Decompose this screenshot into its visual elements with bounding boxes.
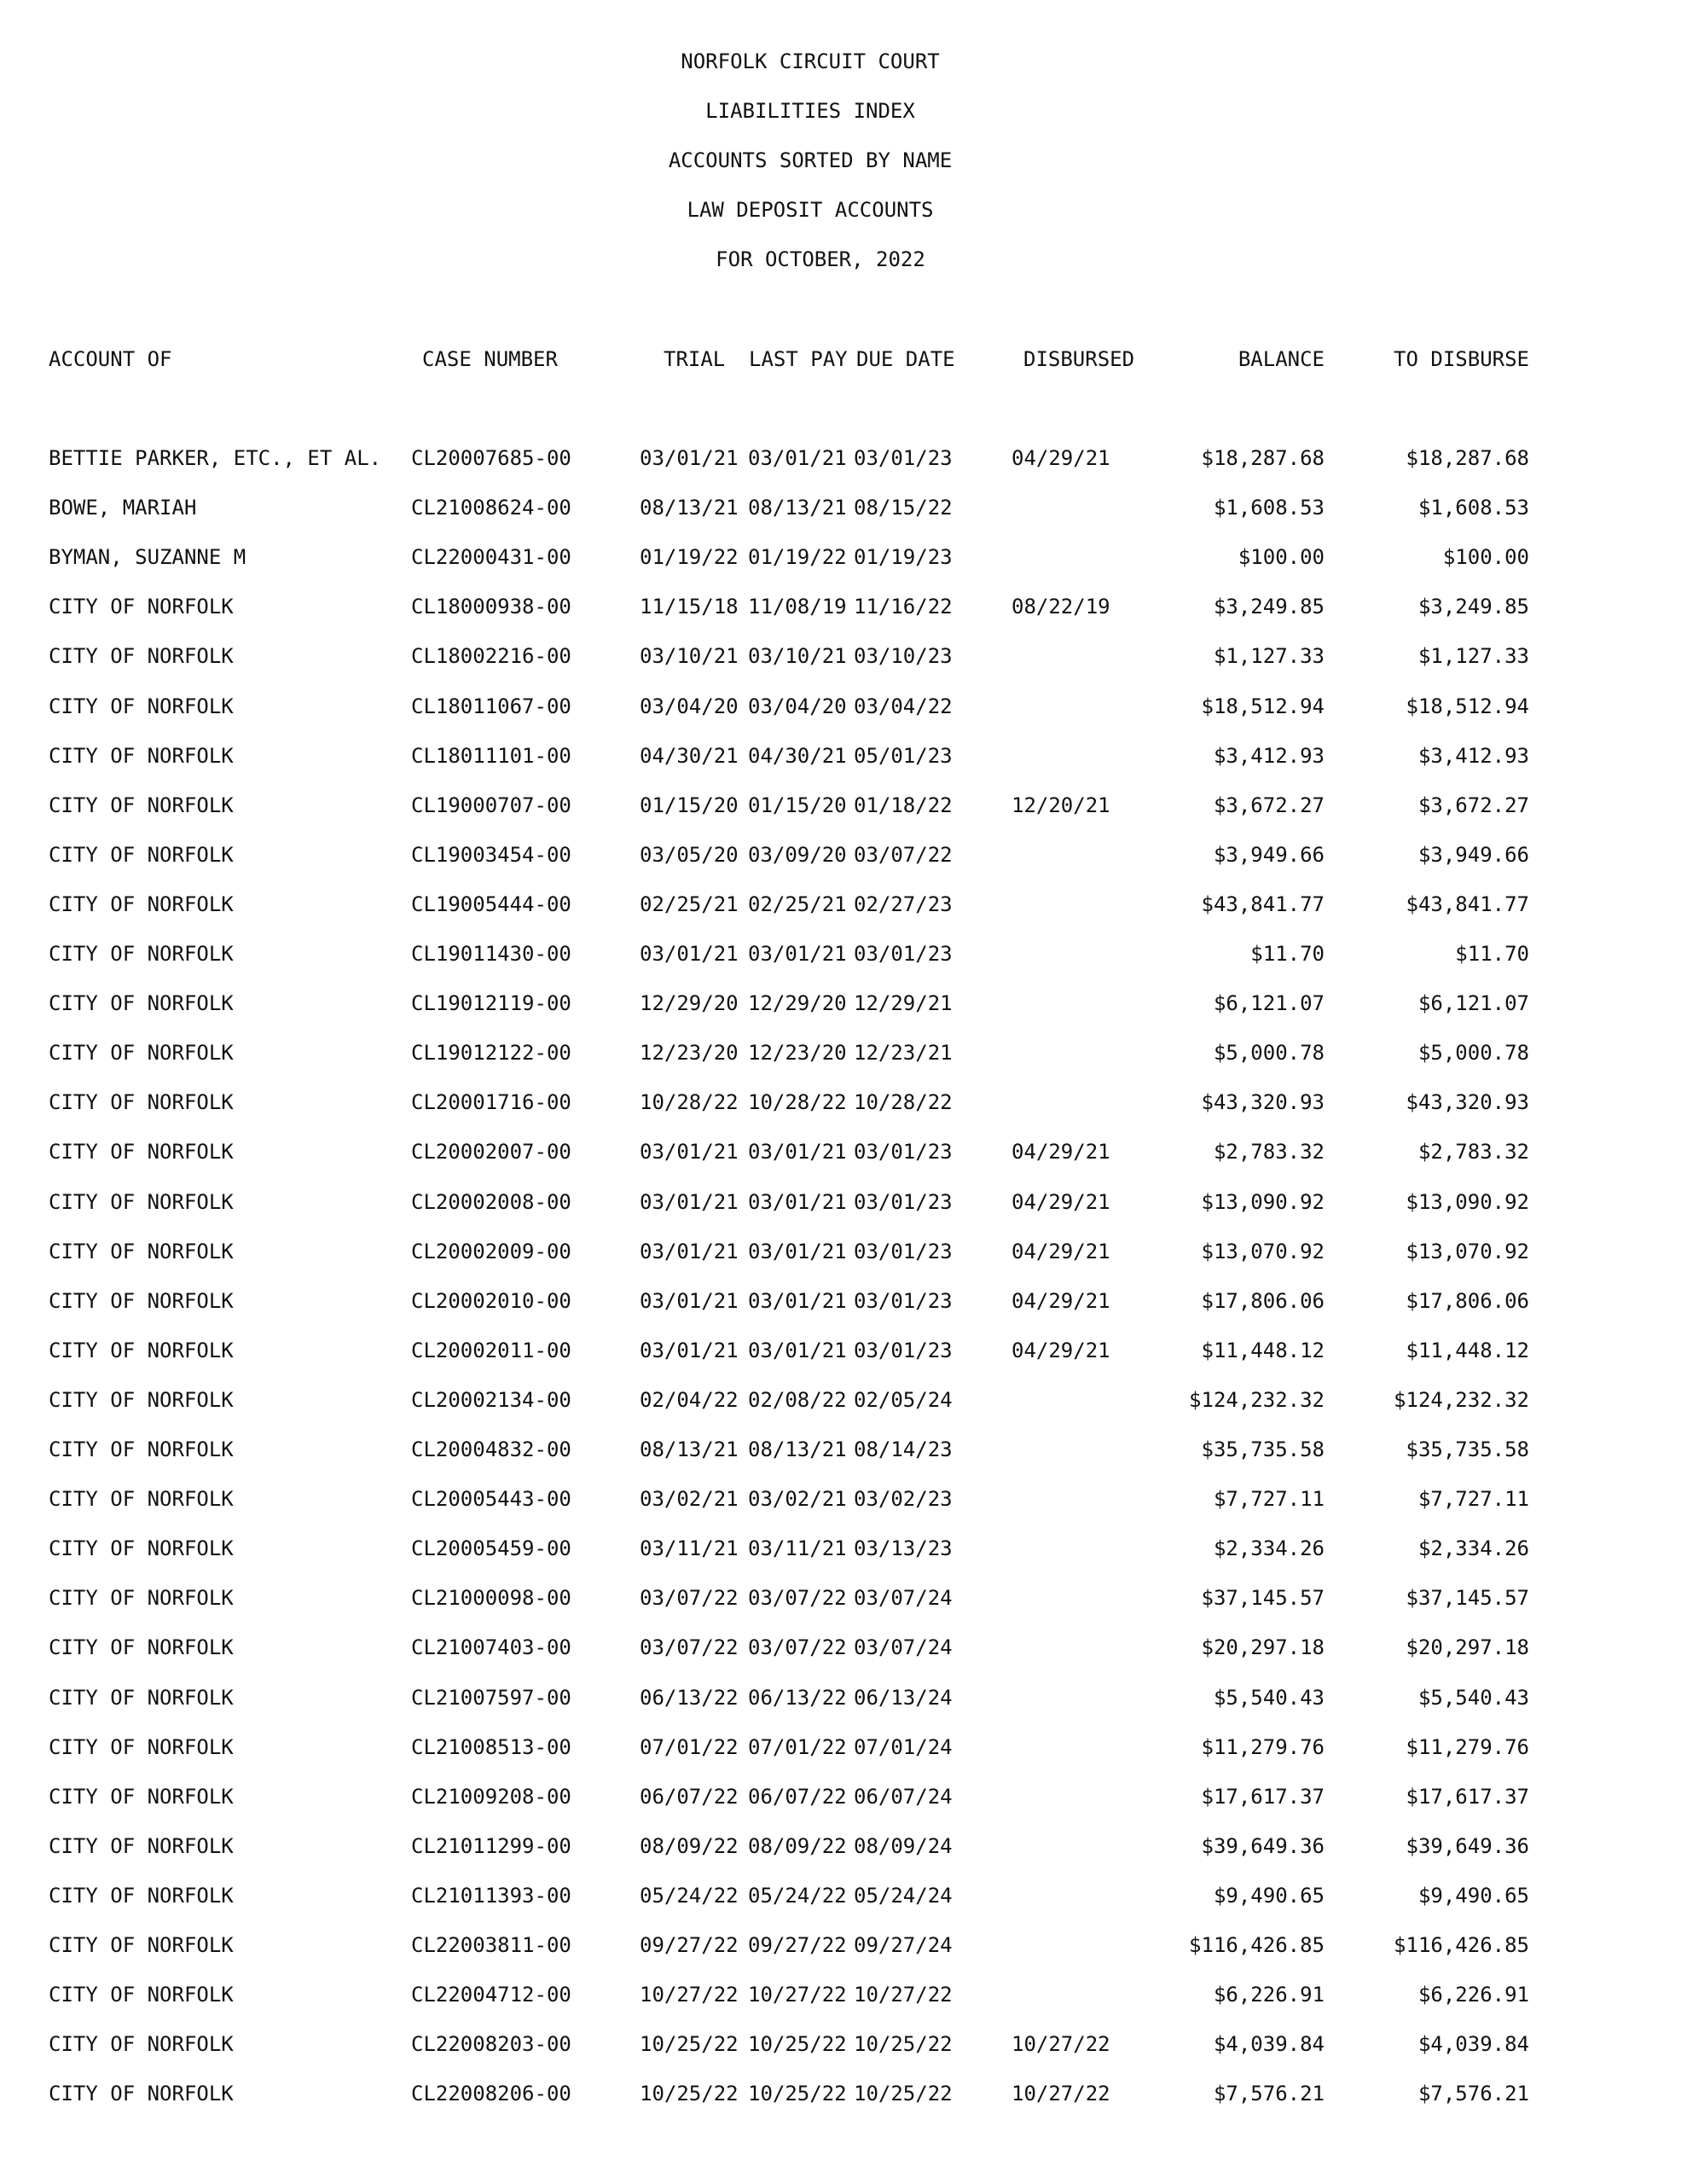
last-pay-date: 06/07/22 [748,1785,847,1809]
account-name: CITY OF NORFOLK [49,942,234,966]
balance-amount: $37,145.57 [1201,1586,1325,1610]
account-name: CITY OF NORFOLK [49,1635,234,1659]
last-pay-date: 03/01/21 [748,1240,847,1263]
due-date: 03/01/23 [854,1240,953,1263]
due-date: 03/01/23 [854,1190,953,1214]
case-number: CL21008624-00 [411,496,571,520]
to-disburse-amount: $17,806.06 [1406,1289,1529,1313]
due-date: 10/28/22 [854,1090,953,1114]
to-disburse-amount: $13,070.92 [1406,1240,1529,1263]
account-name: BOWE, MARIAH [49,496,197,520]
last-pay-date: 01/15/20 [748,793,847,817]
due-date: 06/07/24 [854,1785,953,1809]
trial-date: 03/01/21 [640,1339,739,1362]
last-pay-date: 03/09/20 [748,843,847,867]
account-name: CITY OF NORFOLK [49,1933,234,1957]
balance-amount: $13,090.92 [1201,1190,1325,1214]
account-name: CITY OF NORFOLK [49,1983,234,2007]
due-date: 03/04/22 [854,694,953,718]
balance-amount: $18,287.68 [1201,446,1325,470]
due-date: 03/01/23 [854,942,953,966]
to-disburse-amount: $1,608.53 [1417,496,1529,520]
trial-date: 03/07/22 [640,1586,739,1610]
to-disburse-amount: $43,320.93 [1406,1090,1529,1114]
to-disburse-amount: $2,334.26 [1417,1536,1529,1560]
to-disburse-amount: $39,649.36 [1406,1834,1529,1858]
trial-date: 12/23/20 [640,1041,739,1065]
case-number: CL20001716-00 [411,1090,571,1114]
due-date: 10/25/22 [854,2032,953,2056]
balance-amount: $1,608.53 [1213,496,1325,520]
to-disburse-amount: $18,512.94 [1406,694,1529,718]
account-name: CITY OF NORFOLK [49,1834,234,1858]
case-number: CL20005443-00 [411,1487,571,1511]
case-number: CL21009208-00 [411,1785,571,1809]
balance-amount: $17,617.37 [1201,1785,1325,1809]
balance-amount: $7,727.11 [1213,1487,1325,1511]
due-date: 01/18/22 [854,793,953,817]
trial-date: 03/11/21 [640,1536,739,1560]
trial-date: 03/01/21 [640,1240,739,1263]
trial-date: 03/07/22 [640,1635,739,1659]
due-date: 08/15/22 [854,496,953,520]
account-name: CITY OF NORFOLK [49,1240,234,1263]
account-name: CITY OF NORFOLK [49,694,234,718]
account-name: CITY OF NORFOLK [49,892,234,916]
account-name: BYMAN, SUZANNE M [49,545,246,569]
trial-date: 02/04/22 [640,1388,739,1412]
last-pay-date: 03/01/21 [748,1339,847,1362]
due-date: 10/25/22 [854,2082,953,2106]
account-name: CITY OF NORFOLK [49,1487,234,1511]
trial-date: 08/09/22 [640,1834,739,1858]
header-balance: BALANCE [1238,347,1325,371]
case-number: CL20002134-00 [411,1388,571,1412]
due-date: 01/19/23 [854,545,953,569]
header-disbursed: DISBURSED [1023,347,1135,371]
balance-amount: $5,540.43 [1213,1686,1325,1710]
last-pay-date: 08/09/22 [748,1834,847,1858]
balance-amount: $9,490.65 [1213,1884,1325,1908]
trial-date: 06/13/22 [640,1686,739,1710]
last-pay-date: 10/28/22 [748,1090,847,1114]
account-name: CITY OF NORFOLK [49,1339,234,1362]
balance-amount: $11,279.76 [1201,1735,1325,1759]
case-number: CL20004832-00 [411,1438,571,1461]
trial-date: 11/15/18 [640,595,739,619]
account-name: CITY OF NORFOLK [49,991,234,1015]
trial-date: 03/01/21 [640,1190,739,1214]
trial-date: 03/05/20 [640,843,739,867]
header-case-number: CASE NUMBER [422,347,558,371]
last-pay-date: 09/27/22 [748,1933,847,1957]
trial-date: 03/02/21 [640,1487,739,1511]
last-pay-date: 03/10/21 [748,644,847,668]
to-disburse-amount: $5,540.43 [1417,1686,1529,1710]
balance-amount: $3,672.27 [1213,793,1325,817]
to-disburse-amount: $124,232.32 [1394,1388,1529,1412]
account-name: CITY OF NORFOLK [49,1140,234,1164]
disbursed-date: 10/27/22 [1012,2082,1110,2106]
case-number: CL18011101-00 [411,744,571,768]
last-pay-date: 11/08/19 [748,595,847,619]
case-number: CL18002216-00 [411,644,571,668]
to-disburse-amount: $37,145.57 [1406,1586,1529,1610]
to-disburse-amount: $35,735.58 [1406,1438,1529,1461]
due-date: 07/01/24 [854,1735,953,1759]
due-date: 10/27/22 [854,1983,953,2007]
trial-date: 08/13/21 [640,1438,739,1461]
balance-amount: $17,806.06 [1201,1289,1325,1313]
balance-amount: $11,448.12 [1201,1339,1325,1362]
to-disburse-amount: $11.70 [1455,942,1529,966]
case-number: CL21008513-00 [411,1735,571,1759]
due-date: 03/01/23 [854,446,953,470]
balance-amount: $4,039.84 [1213,2032,1325,2056]
trial-date: 03/01/21 [640,446,739,470]
account-name: BETTIE PARKER, ETC., ET AL. [49,446,382,470]
to-disburse-amount: $3,249.85 [1417,595,1529,619]
last-pay-date: 12/23/20 [748,1041,847,1065]
last-pay-date: 01/19/22 [748,545,847,569]
due-date: 03/01/23 [854,1140,953,1164]
balance-amount: $100.00 [1238,545,1325,569]
disbursed-date: 04/29/21 [1012,1240,1110,1263]
last-pay-date: 03/07/22 [748,1635,847,1659]
account-name: CITY OF NORFOLK [49,1090,234,1114]
to-disburse-amount: $11,448.12 [1406,1339,1529,1362]
case-number: CL20007685-00 [411,446,571,470]
due-date: 03/02/23 [854,1487,953,1511]
to-disburse-amount: $11,279.76 [1406,1735,1529,1759]
last-pay-date: 03/01/21 [748,1190,847,1214]
report-title: LIABILITIES INDEX [705,99,915,123]
case-number: CL19003454-00 [411,843,571,867]
balance-amount: $20,297.18 [1201,1635,1325,1659]
trial-date: 03/10/21 [640,644,739,668]
due-date: 03/01/23 [854,1289,953,1313]
to-disburse-amount: $116,426.85 [1394,1933,1529,1957]
account-name: CITY OF NORFOLK [49,595,234,619]
disbursed-date: 12/20/21 [1012,793,1110,817]
account-name: CITY OF NORFOLK [49,843,234,867]
trial-date: 10/25/22 [640,2082,739,2106]
last-pay-date: 05/24/22 [748,1884,847,1908]
due-date: 03/07/24 [854,1586,953,1610]
case-number: CL21000098-00 [411,1586,571,1610]
balance-amount: $2,334.26 [1213,1536,1325,1560]
trial-date: 07/01/22 [640,1735,739,1759]
last-pay-date: 10/25/22 [748,2082,847,2106]
to-disburse-amount: $100.00 [1442,545,1529,569]
trial-date: 02/25/21 [640,892,739,916]
balance-amount: $3,949.66 [1213,843,1325,867]
account-name: CITY OF NORFOLK [49,793,234,817]
account-name: CITY OF NORFOLK [49,1785,234,1809]
to-disburse-amount: $9,490.65 [1417,1884,1529,1908]
case-number: CL20002007-00 [411,1140,571,1164]
to-disburse-amount: $3,672.27 [1417,793,1529,817]
to-disburse-amount: $5,000.78 [1417,1041,1529,1065]
case-number: CL22004712-00 [411,1983,571,2007]
trial-date: 08/13/21 [640,496,739,520]
due-date: 11/16/22 [854,595,953,619]
last-pay-date: 04/30/21 [748,744,847,768]
last-pay-date: 08/13/21 [748,496,847,520]
last-pay-date: 12/29/20 [748,991,847,1015]
last-pay-date: 06/13/22 [748,1686,847,1710]
balance-amount: $124,232.32 [1189,1388,1325,1412]
account-name: CITY OF NORFOLK [49,2032,234,2056]
last-pay-date: 10/27/22 [748,1983,847,2007]
case-number: CL19005444-00 [411,892,571,916]
case-number: CL22000431-00 [411,545,571,569]
case-number: CL22008203-00 [411,2032,571,2056]
disbursed-date: 04/29/21 [1012,1339,1110,1362]
account-name: CITY OF NORFOLK [49,1041,234,1065]
to-disburse-amount: $7,576.21 [1417,2082,1529,2106]
balance-amount: $11.70 [1250,942,1325,966]
last-pay-date: 03/01/21 [748,1289,847,1313]
to-disburse-amount: $17,617.37 [1406,1785,1529,1809]
balance-amount: $7,576.21 [1213,2082,1325,2106]
header-last-pay: LAST PAY [749,347,848,371]
balance-amount: $43,320.93 [1201,1090,1325,1114]
last-pay-date: 03/01/21 [748,446,847,470]
to-disburse-amount: $6,226.91 [1417,1983,1529,2007]
due-date: 05/01/23 [854,744,953,768]
due-date: 12/29/21 [854,991,953,1015]
disbursed-date: 10/27/22 [1012,2032,1110,2056]
due-date: 05/24/24 [854,1884,953,1908]
due-date: 03/10/23 [854,644,953,668]
due-date: 09/27/24 [854,1933,953,1957]
case-number: CL22008206-00 [411,2082,571,2106]
account-name: CITY OF NORFOLK [49,1686,234,1710]
balance-amount: $13,070.92 [1201,1240,1325,1263]
court-name: NORFOLK CIRCUIT COURT [681,49,940,73]
last-pay-date: 03/02/21 [748,1487,847,1511]
case-number: CL20005459-00 [411,1536,571,1560]
case-number: CL19000707-00 [411,793,571,817]
to-disburse-amount: $6,121.07 [1417,991,1529,1015]
balance-amount: $3,249.85 [1213,595,1325,619]
case-number: CL18000938-00 [411,595,571,619]
last-pay-date: 10/25/22 [748,2032,847,2056]
due-date: 02/05/24 [854,1388,953,1412]
to-disburse-amount: $3,412.93 [1417,744,1529,768]
to-disburse-amount: $13,090.92 [1406,1190,1529,1214]
account-name: CITY OF NORFOLK [49,644,234,668]
case-number: CL22003811-00 [411,1933,571,1957]
account-name: CITY OF NORFOLK [49,1586,234,1610]
last-pay-date: 08/13/21 [748,1438,847,1461]
balance-amount: $35,735.58 [1201,1438,1325,1461]
case-number: CL21011393-00 [411,1884,571,1908]
trial-date: 04/30/21 [640,744,739,768]
trial-date: 12/29/20 [640,991,739,1015]
account-name: CITY OF NORFOLK [49,1735,234,1759]
to-disburse-amount: $43,841.77 [1406,892,1529,916]
to-disburse-amount: $18,287.68 [1406,446,1529,470]
due-date: 03/13/23 [854,1536,953,1560]
to-disburse-amount: $20,297.18 [1406,1635,1529,1659]
case-number: CL20002008-00 [411,1190,571,1214]
report-period: FOR OCTOBER, 2022 [716,247,925,271]
balance-amount: $6,226.91 [1213,1983,1325,2007]
disbursed-date: 04/29/21 [1012,446,1110,470]
last-pay-date: 03/07/22 [748,1586,847,1610]
last-pay-date: 03/01/21 [748,1140,847,1164]
account-type: LAW DEPOSIT ACCOUNTS [687,198,934,222]
header-trial: TRIAL [664,347,726,371]
last-pay-date: 02/25/21 [748,892,847,916]
account-name: CITY OF NORFOLK [49,1388,234,1412]
header-account-of: ACCOUNT OF [49,347,172,371]
balance-amount: $5,000.78 [1213,1041,1325,1065]
trial-date: 10/27/22 [640,1983,739,2007]
case-number: CL18011067-00 [411,694,571,718]
to-disburse-amount: $1,127.33 [1417,644,1529,668]
case-number: CL19012122-00 [411,1041,571,1065]
case-number: CL20002011-00 [411,1339,571,1362]
account-name: CITY OF NORFOLK [49,2082,234,2106]
case-number: CL19011430-00 [411,942,571,966]
due-date: 03/07/22 [854,843,953,867]
balance-amount: $39,649.36 [1201,1834,1325,1858]
due-date: 08/09/24 [854,1834,953,1858]
case-number: CL19012119-00 [411,991,571,1015]
account-name: CITY OF NORFOLK [49,1190,234,1214]
due-date: 02/27/23 [854,892,953,916]
trial-date: 03/01/21 [640,942,739,966]
last-pay-date: 03/04/20 [748,694,847,718]
account-name: CITY OF NORFOLK [49,1536,234,1560]
trial-date: 10/28/22 [640,1090,739,1114]
due-date: 12/23/21 [854,1041,953,1065]
trial-date: 06/07/22 [640,1785,739,1809]
case-number: CL21007597-00 [411,1686,571,1710]
balance-amount: $3,412.93 [1213,744,1325,768]
case-number: CL21011299-00 [411,1834,571,1858]
balance-amount: $18,512.94 [1201,694,1325,718]
balance-amount: $2,783.32 [1213,1140,1325,1164]
trial-date: 03/04/20 [640,694,739,718]
trial-date: 01/15/20 [640,793,739,817]
balance-amount: $116,426.85 [1189,1933,1325,1957]
to-disburse-amount: $3,949.66 [1417,843,1529,867]
account-name: CITY OF NORFOLK [49,1289,234,1313]
trial-date: 09/27/22 [640,1933,739,1957]
balance-amount: $43,841.77 [1201,892,1325,916]
due-date: 06/13/24 [854,1686,953,1710]
trial-date: 03/01/21 [640,1140,739,1164]
last-pay-date: 03/01/21 [748,942,847,966]
to-disburse-amount: $7,727.11 [1417,1487,1529,1511]
last-pay-date: 02/08/22 [748,1388,847,1412]
case-number: CL20002010-00 [411,1289,571,1313]
due-date: 03/07/24 [854,1635,953,1659]
case-number: CL20002009-00 [411,1240,571,1263]
to-disburse-amount: $4,039.84 [1417,2032,1529,2056]
to-disburse-amount: $2,783.32 [1417,1140,1529,1164]
balance-amount: $6,121.07 [1213,991,1325,1015]
disbursed-date: 08/22/19 [1012,595,1110,619]
disbursed-date: 04/29/21 [1012,1289,1110,1313]
disbursed-date: 04/29/21 [1012,1190,1110,1214]
balance-amount: $1,127.33 [1213,644,1325,668]
account-name: CITY OF NORFOLK [49,1884,234,1908]
due-date: 08/14/23 [854,1438,953,1461]
header-to-disburse: TO DISBURSE [1394,347,1529,371]
last-pay-date: 03/11/21 [748,1536,847,1560]
account-name: CITY OF NORFOLK [49,1438,234,1461]
trial-date: 05/24/22 [640,1884,739,1908]
case-number: CL21007403-00 [411,1635,571,1659]
trial-date: 10/25/22 [640,2032,739,2056]
last-pay-date: 07/01/22 [748,1735,847,1759]
sort-description: ACCOUNTS SORTED BY NAME [668,148,953,172]
trial-date: 03/01/21 [640,1289,739,1313]
disbursed-date: 04/29/21 [1012,1140,1110,1164]
due-date: 03/01/23 [854,1339,953,1362]
trial-date: 01/19/22 [640,545,739,569]
account-name: CITY OF NORFOLK [49,744,234,768]
header-due-date: DUE DATE [856,347,955,371]
